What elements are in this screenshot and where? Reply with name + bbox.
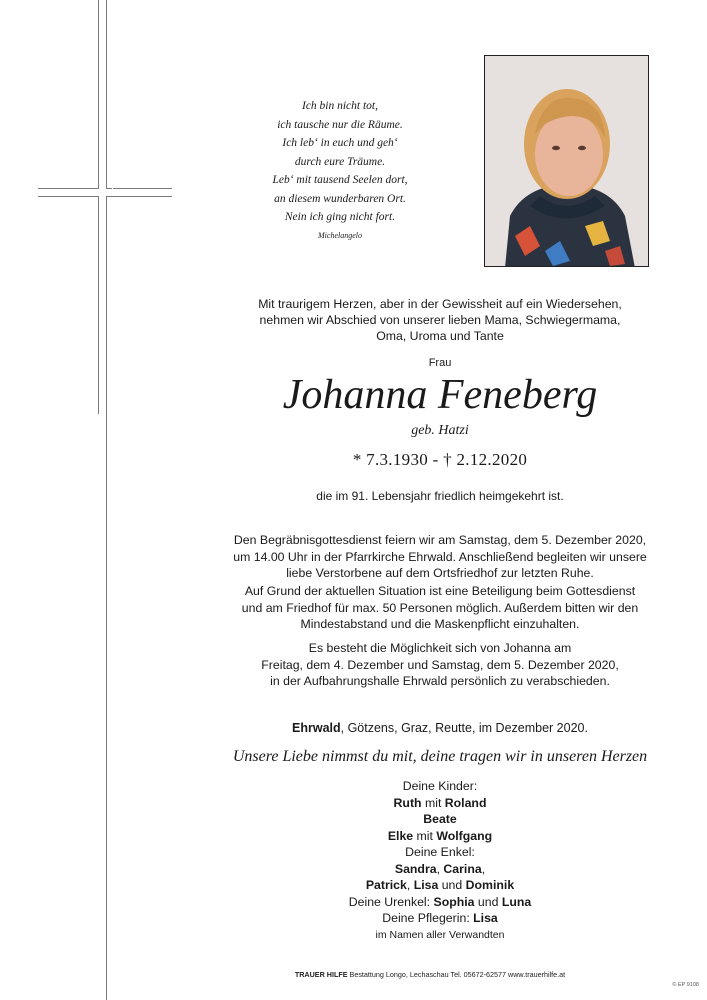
poem-author: Michelangelo [318,230,362,240]
family-member: Luna [501,894,532,909]
footer-text: Bestattung Longo, Lechaschau Tel. 05672-62577 www.trauerhilfe.at [347,970,566,979]
intro-line: nehmen wir Abschied von unserer lieben Mama, Schwiegermama, [259,313,621,327]
poem-line: ich tausche nur die Räume. [277,118,403,131]
family-member: Sophia [433,894,475,909]
poem-line: an diesem wunderbaren Ort. [274,192,406,205]
place-date-line [190,721,690,735]
connector: mit [421,795,445,810]
document-code: © EP 9108 [672,982,699,988]
family-member: Roland [444,795,487,810]
age-note: die im 91. Lebensjahr friedlich heimgekehrt ist. [316,489,564,503]
family-line [190,877,690,894]
paragraph-line: liebe Verstorbene auf dem Ortsfriedhof zur letzten Ruhe. [286,566,594,580]
poem-line: Ich leb‘ in euch und geh‘ [282,137,398,149]
family-member: Beate [423,812,457,826]
family-member: Wolfgang [436,828,493,843]
family-member: Sandra [394,861,437,876]
family-member: Carina [443,861,482,876]
poem-line: durch eure Träume. [294,155,386,168]
motto: Unsere Liebe nimmst du mit, deine tragen wir in unseren Herzen [232,748,648,765]
paragraph-line: Es besteht die Möglichkeit sich von Johanna am [308,641,572,655]
restrictions-paragraph [190,583,690,633]
connector: , [436,861,444,876]
paragraph-line: Auf Grund der aktuellen Situation ist eine Beteiligung beim Gottesdienst [244,584,636,598]
paragraph-line: und am Friedhof für max. 50 Personen möglich. Außerdem bitten wir den [241,600,639,615]
closing-line: im Namen aller Verwandten [375,928,505,941]
family-line [190,894,690,911]
place-main: Ehrwald [292,721,341,735]
family-list [190,778,690,943]
family-line [190,861,690,878]
footer [150,970,707,979]
paragraph-line: Mindestabstand und die Maskenpflicht einzuhalten. [300,617,580,631]
family-line [190,828,690,845]
connector: und [474,894,502,909]
intro-text [190,296,690,344]
connector: , [406,878,414,892]
footer-brand: TRAUER HILFE [294,970,348,979]
intro-line: Mit traurigem Herzen, aber in der Gewissheit auf ein Wiedersehen, [258,297,622,311]
poem [245,97,435,243]
birth-name: geb. Hatzi [411,423,469,438]
portrait-image [485,56,649,267]
connector: , [481,861,486,876]
family-member: Lisa [413,878,439,892]
family-line [190,910,690,927]
deceased-name: Johanna Feneberg [282,372,598,418]
paragraph-line: um 14.00 Uhr in der Pfarrkirche Ehrwald. Anschließend begleiten wir unsere [233,549,647,564]
place-rest: , Götzens, Graz, Reutte, im Dezember 2020. [340,721,588,735]
title-frau: Frau [428,357,452,369]
connector: mit [413,828,437,843]
poem-line: Leb‘ mit tausend Seelen dort, [272,174,408,186]
paragraph-line: in der Aufbahrungshalle Ehrwald persönlich zu verabschieden. [270,674,610,688]
funeral-service-paragraph [190,532,690,582]
poem-line: Ich bin nicht tot, [301,100,378,112]
intro-line: Oma, Uroma und Tante [376,329,504,343]
paragraph-line: Freitag, dem 4. Dezember und Samstag, dem 5. Dezember 2020, [261,657,619,672]
farewell-paragraph [190,640,690,690]
family-member: Patrick [365,878,407,892]
paragraph-line: Den Begräbnisgottesdienst feiern wir am Samstag, dem 5. Dezember 2020, [233,533,647,547]
family-member: Elke [387,828,414,843]
pflegerin-label: Deine Pflegerin: [382,911,474,925]
enkel-label: Deine Enkel: [405,845,475,859]
family-member: Ruth [393,795,422,810]
family-line [190,795,690,812]
portrait-photo [484,55,649,267]
poem-line: Nein ich ging nicht fort. [284,211,396,223]
connector: und [438,878,466,892]
urenkel-label: Deine Urenkel: [348,894,434,909]
life-dates: * 7.3.1930 - † 2.12.2020 [352,450,528,469]
family-member: Dominik [465,878,515,892]
family-member: Lisa [473,911,498,925]
kinder-label: Deine Kinder: [402,779,478,793]
